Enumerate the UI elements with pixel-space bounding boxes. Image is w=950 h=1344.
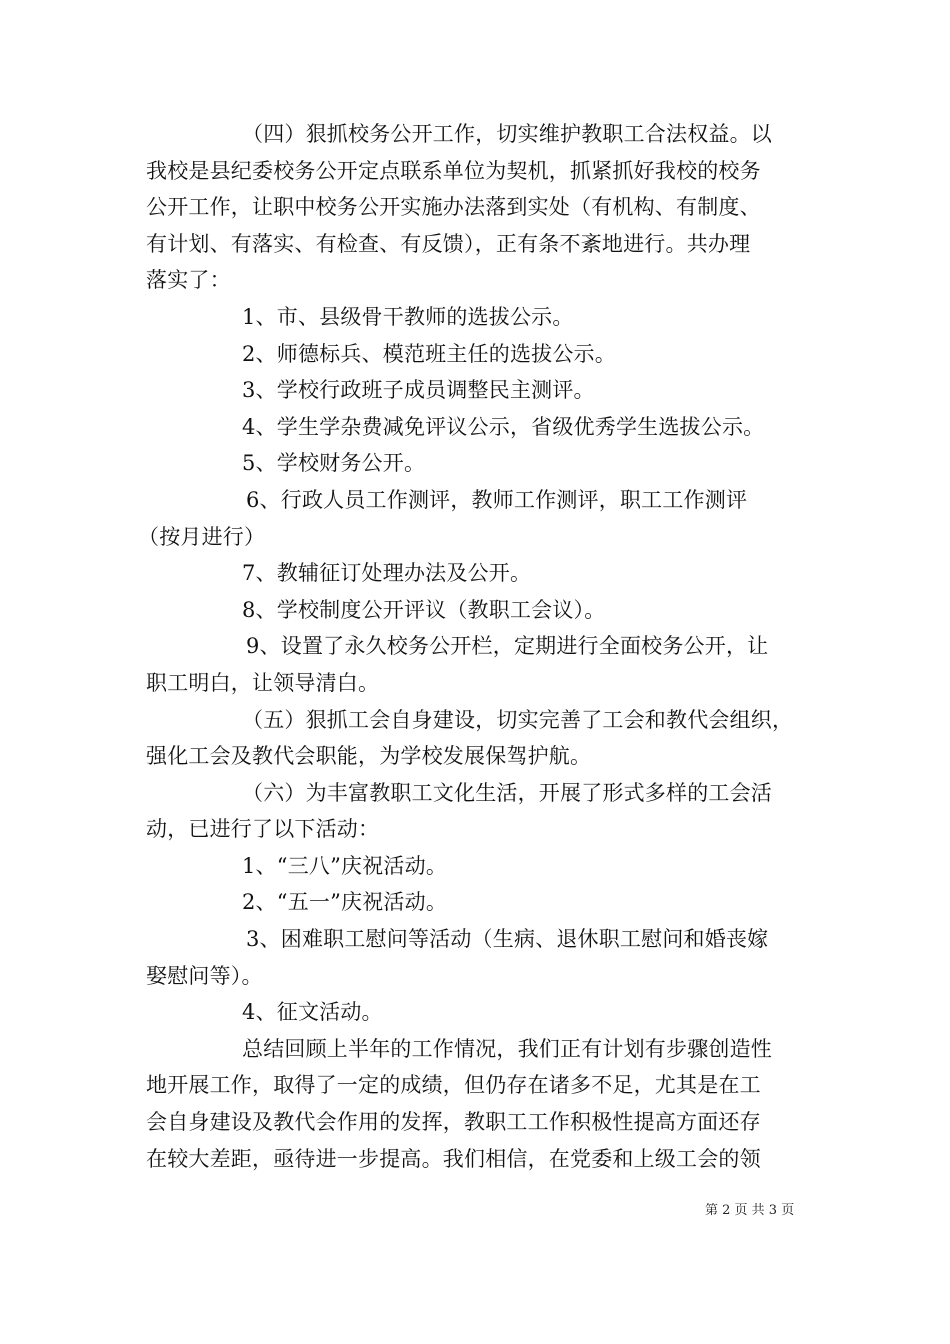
- paragraph-line: （五）狠抓工会自身建设，切实完善了工会和教代会组织，: [242, 707, 794, 732]
- paragraph-line: 在较大差距，亟待进一步提高。我们相信，在党委和上级工会的领: [146, 1146, 761, 1171]
- list-item: 7、教辅征订处理办法及公开。: [242, 561, 532, 586]
- paragraph-line: 公开工作，让职中校务公开实施办法落到实处（有机构、有制度、: [146, 195, 761, 220]
- paragraph-line: 有计划、有落实、有检查、有反馈），正有条不紊地进行。共办理: [146, 231, 751, 256]
- paragraph-line: 地开展工作，取得了一定的成绩，但仍存在诸多不足，尤其是在工: [146, 1073, 761, 1098]
- list-item: 1、“三八”庆祝活动。: [242, 853, 448, 878]
- list-item: 3、困难职工慰问等活动（生病、退休职工慰问和婚丧嫁: [246, 927, 769, 952]
- list-item: 4、征文活动。: [242, 1000, 383, 1025]
- document-body: [138, 116, 810, 1177]
- page-number-footer: 第 2 页 共 3 页: [705, 1203, 795, 1218]
- list-item-continuation: （按月进行）: [138, 524, 266, 549]
- list-item-continuation: 娶慰问等）。: [146, 963, 263, 988]
- list-item: 6、行政人员工作测评，教师工作测评，职工工作测评: [246, 487, 748, 512]
- list-item: 4、学生学杂费减免评议公示，省级优秀学生选拔公示。: [242, 414, 765, 439]
- list-item: 1、市、县级骨干教师的选拔公示。: [242, 304, 574, 329]
- list-item: 9、设置了永久校务公开栏，定期进行全面校务公开，让: [246, 634, 769, 659]
- paragraph-line: （四）狠抓校务公开工作，切实维护教职工合法权益。以: [242, 122, 772, 146]
- paragraph-line: 总结回顾上半年的工作情况，我们正有计划有步骤创造性: [242, 1036, 772, 1061]
- list-item: 2、“五一”庆祝活动。: [242, 890, 448, 915]
- list-item: 8、学校制度公开评议（教职工会议）。: [242, 597, 606, 622]
- paragraph-line: 落实了：: [146, 268, 231, 293]
- paragraph-line: （六）为丰富教职工文化生活，开展了形式多样的工会活: [242, 780, 772, 805]
- list-item-continuation: 职工明白，让领导清白。: [146, 670, 380, 695]
- paragraph-line: 会自身建设及教代会作用的发挥，教职工工作积极性提高方面还存: [146, 1110, 761, 1135]
- paragraph-line: 我校是县纪委校务公开定点联系单位为契机，抓紧抓好我校的校务: [146, 158, 761, 183]
- paragraph-line: 动，已进行了以下活动：: [146, 817, 380, 842]
- list-item: 5、学校财务公开。: [242, 451, 426, 476]
- list-item: 2、师德标兵、模范班主任的选拔公示。: [242, 341, 616, 366]
- paragraph-line: 强化工会及教代会职能，为学校发展保驾护航。: [146, 744, 592, 769]
- list-item: 3、学校行政班子成员调整民主测评。: [242, 378, 595, 403]
